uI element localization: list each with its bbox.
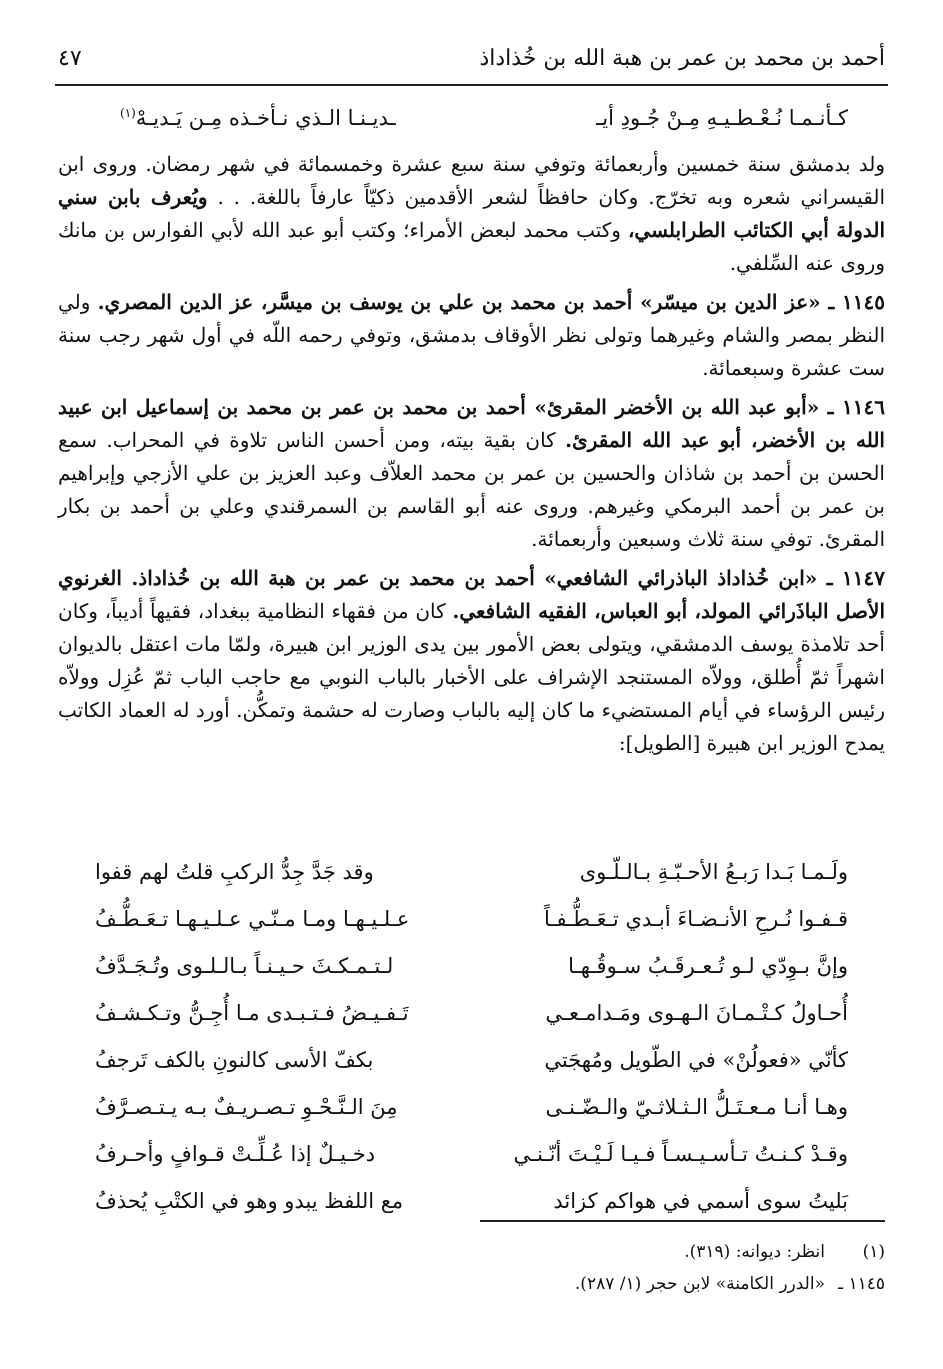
footnote-number: (١): [862, 1242, 885, 1262]
running-title: أحمد بن محمد بن عمر بن هبة الله بن خُذاداذ: [479, 45, 885, 71]
hemistich-left: لـتـمـكـثَ حـيـنـاً بـالـلـوى وتُـجَـدَّفُ: [95, 953, 394, 978]
footnote-text: انظر: ديوانه: (٣١٩).: [684, 1242, 825, 1262]
poem-line: [95, 895, 848, 942]
footnote-ref: (١): [120, 106, 136, 120]
opening-verse-hemistich-1: [596, 106, 848, 130]
poem-line: [95, 848, 848, 895]
entry-text: كان بقية بيته، ومن أحسن الناس تلاوة في المحراب. سمع الحسن بن أحمد بن شاذان والحسين بن عمر بن محمد العلاّف وعبد العزيز بن علي الأزجي وإبراهيم بن عمر بن أحمد البرمكي وغيرهم. وروى عنه أبو القاسم بن السمرقندي وعلي بن أحمد بن بكار المقرئ. توفي سنة ثلاث وسبعين وأربعمائة.: [58, 428, 885, 551]
hemistich-right: وإنَّ بـوِدّي لـو تُـعـرقَـبُ سـوقُـهـا: [568, 953, 848, 978]
poem: [95, 848, 848, 1224]
entry-1146: [58, 391, 885, 556]
verse-text: ـديـنـا الـذي نـأخـذه مِـن يَـديـهْ: [135, 106, 396, 130]
body-text: [58, 148, 885, 766]
entry-heading: ١١٤٥ ـ «عز الدين بن ميسّر» أحمد بن محمد بن علي بن يوسف بن ميسَّر، عز الدين المصري.: [97, 290, 885, 314]
footnote-2: [58, 1268, 885, 1300]
footnote-text: «الدرر الكامنة» لابن حجر (١/ ٢٨٧).: [574, 1274, 825, 1294]
entry-text: ولي النظر بمصر والشام وغيرهما وتولى نظر الأوقاف بدمشق، وتوفي رحمه اللّه في أول شهر رجب سنة ست عشرة وسبعمائة.: [58, 290, 885, 380]
hemistich-left: بكفّ الأسى كالنونِ بالكف تَرجفُ: [95, 1047, 374, 1072]
paragraph-1: [58, 148, 885, 280]
verse-text: كـأنـمـا نُـعْـطـيـهِ مِـنْ جُـودِ أيـ: [596, 106, 848, 130]
hemistich-right: وقـدْ كـنـتُ تـأسـيـسـاً فـيـا لَـيْـتَ أنّـنـي: [513, 1141, 848, 1166]
running-header: [58, 40, 885, 76]
hemistich-left: مع اللفظ يبدو وهو في الكتْبِ يُحذفُ: [95, 1188, 404, 1213]
entry-1147: [58, 562, 885, 760]
opening-verse-hemistich-2: [120, 106, 396, 130]
entry-text: كان من فقهاء النظامية ببغداد، فقيهاً أديباً، وكان أحد تلامذة يوسف الدمشقي، ويتولى بعض الأمور بين يدى الوزير ابن هبيرة، ولمّا مات اعتقل بالديوان اشهراً ثمّ أُطلق، وولاّه المستنجد الإشراف على الأخبار بالباب النوبي مع حاجب الباب ثمّ عُزِل وولاّه رئيس الرؤساء في أيام المستضيء ما كان إليه بالباب وصارت له حشمة وتمكُّن. أورد له العماد الكاتب يمدح الوزير ابن هبيرة [الطويل]:: [58, 599, 885, 755]
hemistich-left: مِنَ الـنَّـحْـوِ تـصـريـفٌ بـه يـتـصـرَّفُ: [95, 1094, 398, 1119]
bold-name: ويُعرف بابن سني الدولة أبي الكتائب الطرابلسي،: [58, 185, 886, 242]
entry-heading: ١١٤٧ ـ «ابن خُذاداذ الباذرائي الشافعي» أحمد بن محمد بن عمر بن هبة الله بن خُذاداذ. الغرنوي الأصل الباذَرائي المولد، أبو العباس، الفقيه الشافعي.: [58, 566, 886, 623]
hemistich-left: تَـفـيـضُ فـتـبـدى مـا أُجِـنُّ وتـكـشـفُ: [95, 1000, 409, 1025]
page-number: ٤٧: [58, 45, 82, 71]
hemistich-right: أُحـاولُ كـتْـمـانَ الـهـوى ومَـدامـعـي: [545, 1000, 848, 1025]
poem-line: [95, 1036, 848, 1083]
footnote-1: [58, 1236, 885, 1268]
hemistich-left: وقد جَدَّ جِدُّ الركبِ قلتُ لهم قفوا: [95, 859, 374, 884]
paragraph-text: ولد بدمشق سنة خمسين وأربعمائة وتوفي سنة سبع عشرة وخمسمائة في شهر رمضان. وروى ابن القيسراني شعره وبه تخرّج. وكان حافظاً لشعر الأقدمين ذكيّاً عارفاً باللغة. . .: [58, 152, 886, 209]
footnote-number: ١١٤٥ ـ: [838, 1274, 885, 1294]
poem-line: [95, 989, 848, 1036]
poem-line: [95, 942, 848, 989]
poem-line: [95, 1083, 848, 1130]
hemistich-right: قـفـوا نُـرحِ الأنـضـاءَ أبـدي تـعَـطُّـفـاً: [543, 906, 848, 931]
paragraph-text: وكتب محمد لبعض الأمراء؛ وكتب أبو عبد الله لأبي الفوارس بن مانك وروى عنه السِّلفي.: [58, 218, 885, 275]
entry-heading: ١١٤٦ ـ «أبو عبد الله بن الأخضر المقرئ» أحمد بن محمد بن عمر بن محمد بن إسماعيل ابن عبيد الله بن الأخضر، أبو عبد الله المقرئ.: [58, 395, 885, 452]
poem-line: [95, 1177, 848, 1224]
opening-verse: [120, 106, 848, 130]
footnotes: [58, 1236, 885, 1300]
entry-1145: [58, 286, 885, 385]
hemistich-right: كأنّي «فعولُنْ» في الطّويل ومُهجَتي: [544, 1047, 848, 1072]
poem-line: [95, 1130, 848, 1177]
hemistich-right: وهـا أنـا مـعـتَـلُّ الـثـلاثـيّ والـضّـنـى: [545, 1094, 848, 1119]
footnote-rule: [480, 1220, 885, 1222]
hemistich-left: دخـيـلٌ إذا عُـلِّـتْ قـوافٍ وأحـرفُ: [95, 1141, 376, 1166]
header-rule: [55, 84, 888, 86]
hemistich-right: ولَـمـا بَـدا رَبـعُ الأحـبّـةِ بـالـلّـوى: [579, 859, 848, 884]
hemistich-left: عـلـيـهـا ومـا مـنّـي عـلـيـهـا تـعَـطُّـفُ: [95, 906, 410, 931]
hemistich-right: بَليتُ سوى أسمي في هواكم كزائد: [553, 1188, 848, 1213]
